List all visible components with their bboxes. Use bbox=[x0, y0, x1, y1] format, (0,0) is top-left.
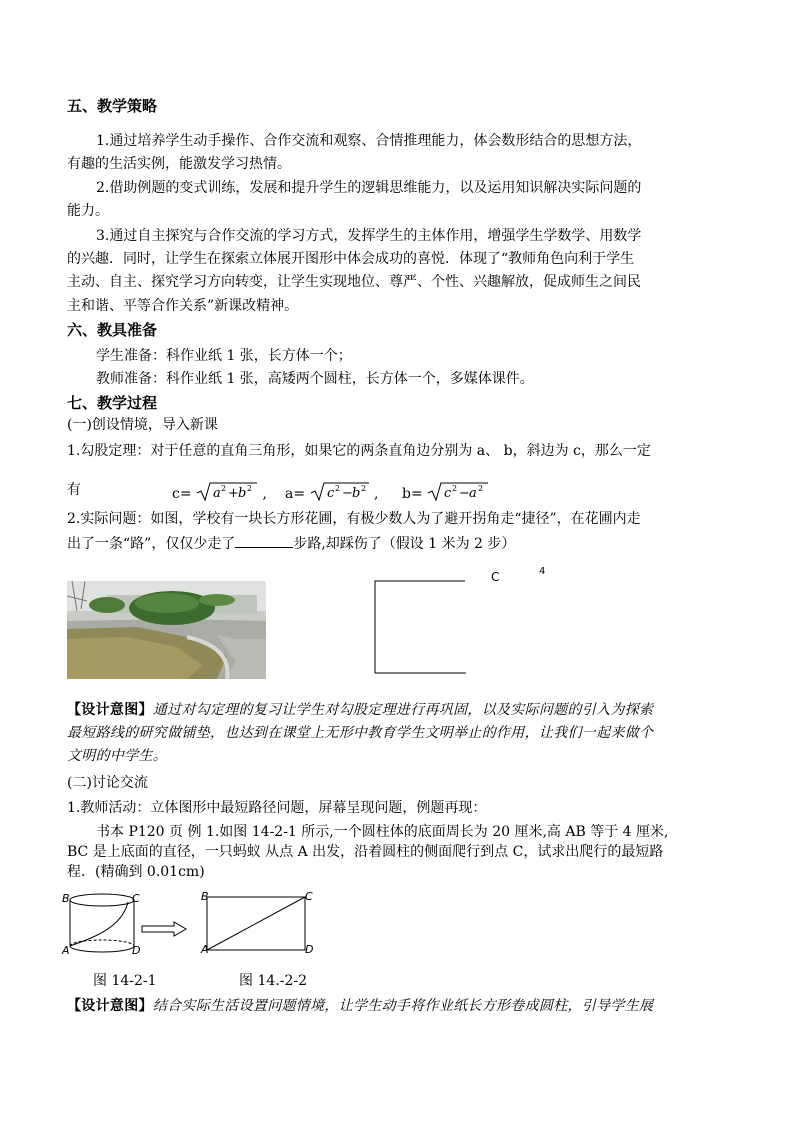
section-7-title: 七、教学过程 bbox=[67, 394, 158, 412]
design-intent-2-line-1 bbox=[67, 997, 653, 1015]
svg-text:a: a bbox=[213, 486, 221, 501]
svg-text:−: − bbox=[341, 486, 353, 501]
strategy-3-line-1: 3.通过自主探究与合作交流的学习方式，发挥学生的主体作用，增强学生学数学、用数学 bbox=[96, 228, 642, 244]
design-intent-1-line-3: 文明的中学生。 bbox=[67, 748, 168, 764]
rectangle-garden-diagram bbox=[370, 575, 470, 677]
svg-text:c: c bbox=[444, 486, 452, 501]
problem-line-2-start: 出了一条“路”，仅仅少走了 bbox=[67, 536, 236, 552]
formula-a-prefix: a= bbox=[285, 486, 306, 502]
problem-line-2-end: 步路,却踩伤了（假设 1 米为 2 步） bbox=[293, 536, 516, 552]
design-intent-2-text: 结合实际生活设置问题情境，让学生动手将作业纸长方形卷成圆柱，引导学生展 bbox=[152, 998, 654, 1014]
diagram-label-4: 4 bbox=[539, 566, 546, 577]
student-prep: 学生准备：科作业纸 1 张，长方体一个； bbox=[96, 348, 352, 364]
formula-c-prefix: c= bbox=[172, 486, 192, 502]
example-line-2: BC 是上底面的直径，一只蚂蚁 从点 A 出发，沿着圆柱的侧面爬行到点 C，试求出爬行的最短路 bbox=[67, 844, 664, 860]
svg-text:2: 2 bbox=[452, 484, 458, 493]
rect-label-b: B bbox=[201, 890, 209, 903]
figure-14-2-1-caption: 图 14-2-1 bbox=[93, 973, 157, 989]
problem-line-2 bbox=[67, 533, 515, 553]
svg-text:2: 2 bbox=[478, 484, 484, 493]
pythagoras-have: 有 bbox=[67, 482, 81, 498]
design-intent-1-line-1 bbox=[67, 701, 653, 719]
formula-b-prefix: b= bbox=[402, 486, 423, 502]
formula-b bbox=[402, 480, 489, 504]
subsection-2-title: (二)讨论交流 bbox=[67, 775, 148, 791]
sqrt-a2-plus-b2 bbox=[196, 480, 258, 504]
garden-photo bbox=[67, 581, 266, 679]
design-intent-2-label: 【设计意图】 bbox=[67, 998, 153, 1014]
design-intent-1-line-2: 最短路线的研究做铺垫，也达到在课堂上无形中教育学生文明举止的作用，让我们一起来做个 bbox=[67, 725, 654, 741]
sqrt-c2-minus-b2 bbox=[310, 480, 370, 504]
svg-text:b: b bbox=[238, 486, 247, 501]
svg-text:2: 2 bbox=[334, 484, 340, 493]
pythagoras-line-1: 1.勾股定理：对于任意的直角三角形，如果它的两条直角边分别为 a、 b，斜边为 c，那么一定 bbox=[67, 443, 651, 459]
svg-text:2: 2 bbox=[221, 484, 227, 493]
strategy-3-line-2: 的兴趣．同时，让学生在探索立体展开图形中体会成功的喜悦．体现了“教师角色向利于学生 bbox=[67, 251, 635, 267]
diagram-label-c: C bbox=[491, 570, 500, 584]
cylinder-label-a: A bbox=[62, 944, 70, 957]
rect-label-a: A bbox=[201, 943, 209, 956]
svg-text:2: 2 bbox=[360, 484, 366, 493]
strategy-3-line-3: 主动、自主、探究学习方向转变，让学生实现地位、尊严、个性、兴趣解放，促成师生之间民 bbox=[67, 274, 641, 290]
figure-14-2-2-caption: 图 14.-2-2 bbox=[239, 973, 307, 989]
cylinder-label-b: B bbox=[62, 892, 70, 905]
strategy-2-line-2: 能力。 bbox=[67, 203, 109, 219]
unrolled-rectangle-figure bbox=[205, 894, 309, 954]
design-intent-1-label: 【设计意图】 bbox=[67, 702, 153, 718]
svg-text:−: − bbox=[459, 486, 471, 501]
cylinder-label-d: D bbox=[132, 944, 141, 957]
strategy-1-line-1: 1.通过培养学生动手操作、合作交流和观察、合情推理能力，体会数形结合的思想方法， bbox=[96, 133, 642, 149]
svg-text:+: + bbox=[228, 486, 239, 501]
formula-c: c= a 2 + b 2 , bbox=[172, 480, 267, 504]
svg-text:2: 2 bbox=[247, 484, 253, 493]
example-line-3: 程．(精确到 0.01cm) bbox=[67, 864, 205, 880]
teacher-activity: 1.教师活动：立体图形中最短路径问题，屏幕呈现问题，例题再现： bbox=[67, 800, 487, 816]
problem-line-1: 2.实际问题：如图，学校有一块长方形花圃，有极少数人为了避开拐角走“捷径”，在花圃内走 bbox=[67, 511, 641, 527]
subsection-1-title: (一)创设情境，导入新课 bbox=[67, 417, 218, 433]
svg-text:c: c bbox=[326, 486, 334, 501]
teacher-prep: 教师准备：科作业纸 1 张，高矮两个圆柱，长方体一个，多媒体课件。 bbox=[96, 371, 534, 387]
rect-label-c: C bbox=[305, 890, 313, 903]
strategy-2-line-1: 2.借助例题的变式训练，发展和提升学生的逻辑思维能力，以及运用知识解决实际问题的 bbox=[96, 180, 642, 196]
section-5-title: 五、教学策略 bbox=[67, 97, 158, 115]
cylinder-label-c: C bbox=[132, 892, 140, 905]
strategy-1-line-2: 有趣的生活实例，能激发学习热情。 bbox=[67, 156, 291, 172]
svg-text:b: b bbox=[351, 486, 360, 501]
formula-a: a= c 2 − b 2 , bbox=[285, 480, 378, 504]
sqrt-c2-minus-a2 bbox=[427, 480, 489, 504]
strategy-3-line-4: 主和谐、平等合作关系”新课改精神。 bbox=[67, 298, 299, 314]
answer-blank bbox=[235, 533, 293, 548]
design-intent-1-text: 通过对勾定理的复习让学生对勾股定理进行再巩固，以及实际问题的引入为探索 bbox=[152, 702, 654, 718]
rect-label-d: D bbox=[305, 943, 314, 956]
example-line-1: 书本 P120 页 例 1.如图 14-2-1 所示,一个圆柱体的底面周长为 20 厘米,高 AB 等于 4 厘米, bbox=[96, 824, 669, 840]
section-6-title: 六、教具准备 bbox=[67, 321, 158, 339]
svg-text:a: a bbox=[469, 486, 477, 501]
